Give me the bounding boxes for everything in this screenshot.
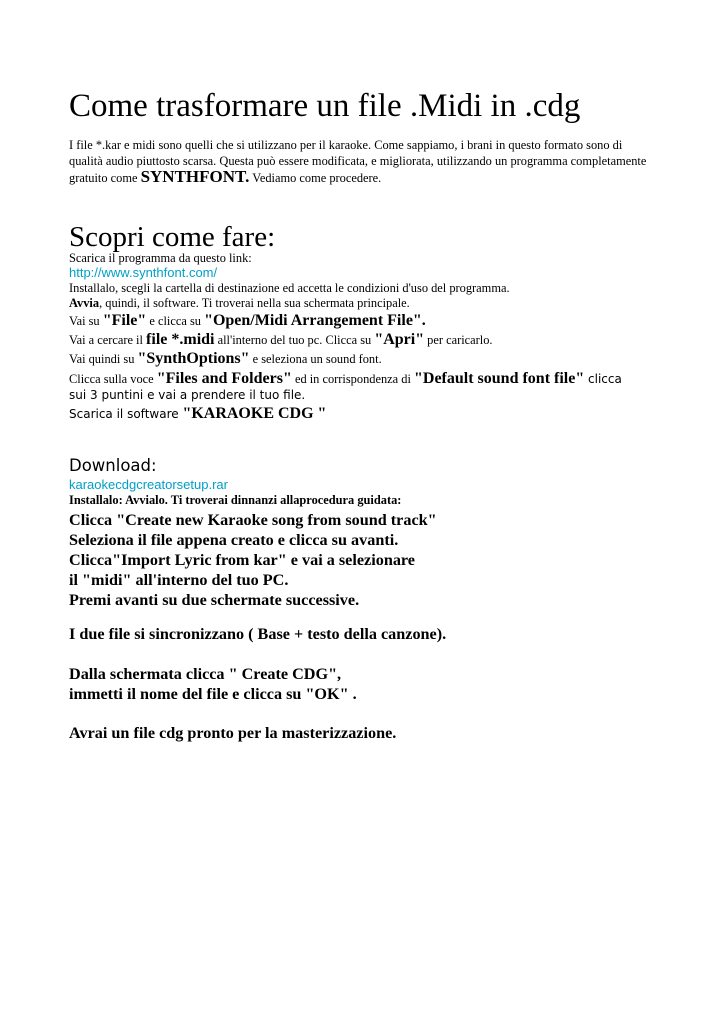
guided-step: il "midi" all'interno del tuo PC. bbox=[69, 571, 289, 589]
avvia-instruction bbox=[69, 296, 410, 311]
file-menu-instruction bbox=[69, 312, 426, 330]
create-cdg-line: Dalla schermata clicca " Create CDG", bbox=[69, 665, 342, 683]
files-line-2: sui 3 puntini e vai a prendere il tuo file. bbox=[69, 388, 306, 402]
cerca-bold-2: "Apri" bbox=[374, 331, 425, 348]
avvia-rest: , quindi, il software. Ti troverai nella sua schermata principale. bbox=[99, 296, 410, 310]
files-mid: ed in corrispondenza di bbox=[291, 372, 414, 386]
synthfont-link[interactable]: http://www.synthfont.com/ bbox=[69, 265, 218, 280]
files-bold-2: "Default sound font file" bbox=[414, 370, 585, 387]
cerca-mid: all'interno del tuo pc. Clicca su bbox=[214, 333, 375, 347]
find-midi-instruction bbox=[69, 331, 493, 349]
file-bold-2: "Open/Midi Arrangement File". bbox=[204, 312, 426, 329]
files-post: clicca bbox=[584, 372, 622, 386]
synth-post: e seleziona un sound font. bbox=[249, 352, 382, 366]
download-heading: Download: bbox=[69, 456, 157, 475]
guided-step: Clicca "Create new Karaoke song from sound track" bbox=[69, 511, 437, 529]
guided-step: Clicca"Import Lyric from kar" e vai a selezionare bbox=[69, 551, 415, 569]
intro-brand: SYNTHFONT. bbox=[140, 167, 250, 186]
intro-text-1: I file *.kar e midi sono quelli che si utilizzano per il karaoke. Come sappiamo, i brani in questo formato sono di qualità audio piuttosto scarsa. Questa può essere modificata, e migliorata, utilizzando un programma completamente gratuito come bbox=[69, 138, 647, 185]
install-instruction: Installalo, scegli la cartella di destinazione ed accetta le condizioni d'uso del programma. bbox=[69, 281, 510, 295]
guided-step: Seleziona il file appena creato e clicca su avanti. bbox=[69, 531, 399, 549]
intro-paragraph bbox=[69, 137, 659, 186]
karaoke-cdg-instruction bbox=[69, 405, 326, 423]
karaoke-download-link[interactable]: karaokecdgcreatorsetup.rar bbox=[69, 477, 228, 492]
karaoke-pre: Scarica il software bbox=[69, 407, 183, 421]
files-pre: Clicca sulla voce bbox=[69, 372, 157, 386]
synthoptions-instruction bbox=[69, 350, 382, 368]
download-label: Scarica il programma da questo link: bbox=[69, 251, 252, 265]
file-mid: e clicca su bbox=[146, 314, 205, 328]
file-pre: Vai su bbox=[69, 314, 103, 328]
guided-step: Premi avanti su due schermate successive. bbox=[69, 591, 360, 609]
files-folders-instruction bbox=[69, 370, 622, 388]
cerca-post: per caricarlo. bbox=[424, 333, 493, 347]
sync-note: I due file si sincronizzano ( Base + testo della canzone). bbox=[69, 625, 447, 643]
file-bold-1: "File" bbox=[102, 312, 147, 329]
cerca-bold-1: file *.midi bbox=[146, 331, 215, 348]
synth-pre: Vai quindi su bbox=[69, 352, 138, 366]
cerca-pre: Vai a cercare il bbox=[69, 333, 147, 347]
intro-text-2: Vediamo come procedere. bbox=[249, 171, 382, 185]
synth-bold: "SynthOptions" bbox=[137, 350, 250, 367]
karaoke-bold: "KARAOKE CDG " bbox=[182, 405, 327, 422]
final-note: Avrai un file cdg pronto per la masterizzazione. bbox=[69, 724, 397, 742]
guided-steps bbox=[69, 510, 437, 610]
avvia-bold: Avvia bbox=[69, 296, 100, 310]
install-note: Installalo: Avvialo. Ti troverai dinnanzi allaprocedura guidata: bbox=[69, 493, 402, 507]
page-title: Come trasformare un file .Midi in .cdg bbox=[69, 88, 581, 124]
enter-filename-line: immetti il nome del file e clicca su "OK" . bbox=[69, 685, 357, 703]
files-bold-1: "Files and Folders" bbox=[156, 370, 292, 387]
section-title: Scopri come fare: bbox=[69, 221, 276, 253]
